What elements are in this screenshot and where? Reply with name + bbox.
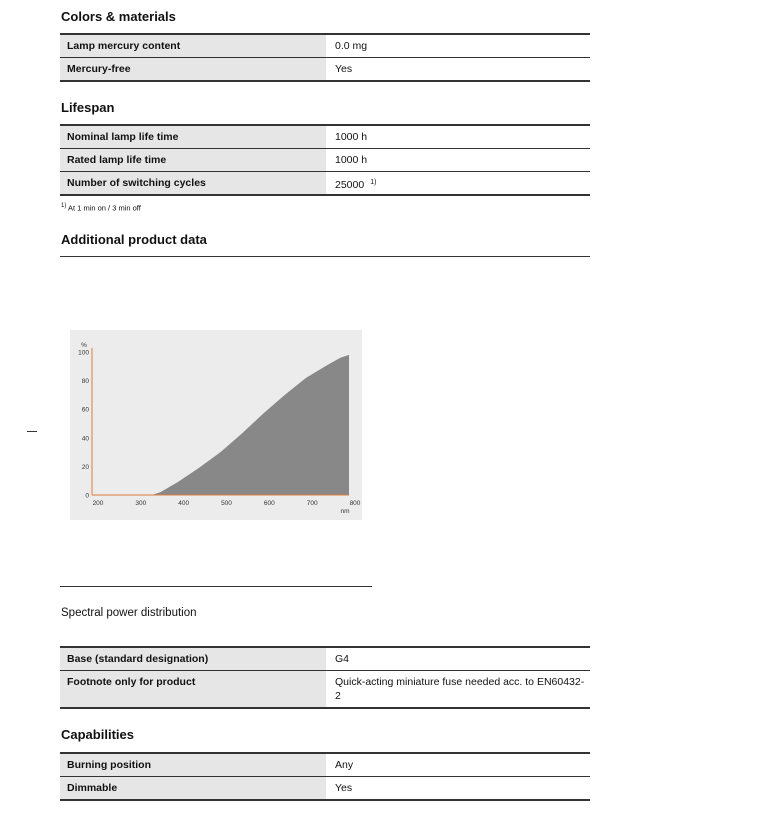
table-row (60, 124, 590, 148)
table-row (60, 171, 590, 196)
x-tick-label: 200 (92, 500, 104, 507)
y-tick-label: 0 (85, 492, 89, 500)
table-row (60, 646, 590, 670)
section-title-additional-product-data: Additional product data (61, 232, 207, 247)
footnote-mark: 1) (370, 179, 377, 186)
lifespan-footnote (61, 203, 141, 213)
table-row (60, 148, 590, 171)
row-label: Number of switching cycles (60, 172, 326, 194)
spectral-chart (70, 330, 362, 520)
table-row (60, 670, 590, 709)
x-tick-label: 800 (349, 500, 361, 507)
y-axis-unit: % (81, 342, 87, 349)
x-tick-label: 400 (178, 500, 190, 507)
x-tick-label: 300 (135, 500, 147, 507)
x-tick-label: 700 (306, 500, 318, 507)
row-label: Rated lamp life time (60, 149, 326, 171)
row-value: Yes (335, 782, 353, 794)
chart-caption: Spectral power distribution (61, 607, 197, 619)
x-axis-unit: nm (340, 508, 350, 515)
row-label: Burning position (60, 754, 326, 776)
footnote-mark: 1) (61, 203, 67, 209)
row-label: Dimmable (60, 777, 326, 799)
row-label: Base (standard designation) (60, 648, 326, 670)
y-tick-label: 60 (81, 406, 89, 414)
colors-materials-table (60, 33, 590, 82)
spectral-chart-svg (70, 330, 362, 520)
section-title-colors-materials: Colors & materials (61, 9, 176, 24)
row-value: 1000 h (335, 131, 368, 143)
spectral-area (92, 355, 349, 495)
y-tick-label: 20 (81, 463, 89, 471)
row-value: Any (335, 759, 354, 771)
row-value: G4 (335, 653, 350, 665)
table-row (60, 776, 590, 801)
section-title-lifespan: Lifespan (61, 100, 115, 115)
row-value: 1000 h (335, 154, 368, 166)
table-row (60, 57, 590, 82)
row-label: Lamp mercury content (60, 35, 326, 57)
row-value: Yes (335, 63, 353, 75)
row-value (335, 172, 590, 196)
row-value: Quick-acting miniature fuse needed acc. to EN60432-2 (335, 676, 585, 702)
divider (60, 256, 590, 257)
row-label: Mercury-free (60, 58, 326, 80)
y-tick-label: 40 (81, 435, 89, 443)
row-label: Footnote only for product (60, 671, 326, 707)
table-row (60, 33, 590, 57)
capabilities-table (60, 752, 590, 801)
additional-table (60, 646, 590, 709)
section-title-capabilities: Capabilities (61, 727, 134, 742)
y-tick-label: 100 (78, 349, 89, 357)
margin-mark (27, 431, 37, 432)
lifespan-table (60, 124, 590, 196)
row-label: Nominal lamp life time (60, 126, 326, 148)
row-value: 0.0 mg (335, 40, 368, 52)
x-tick-label: 500 (221, 500, 232, 507)
footnote-text: At 1 min on / 3 min off (68, 203, 141, 213)
x-tick-label: 600 (263, 500, 275, 507)
chart-divider (60, 586, 372, 587)
switching-cycles-value: 25000 (335, 179, 365, 191)
table-row (60, 752, 590, 776)
y-tick-label: 80 (81, 378, 89, 386)
